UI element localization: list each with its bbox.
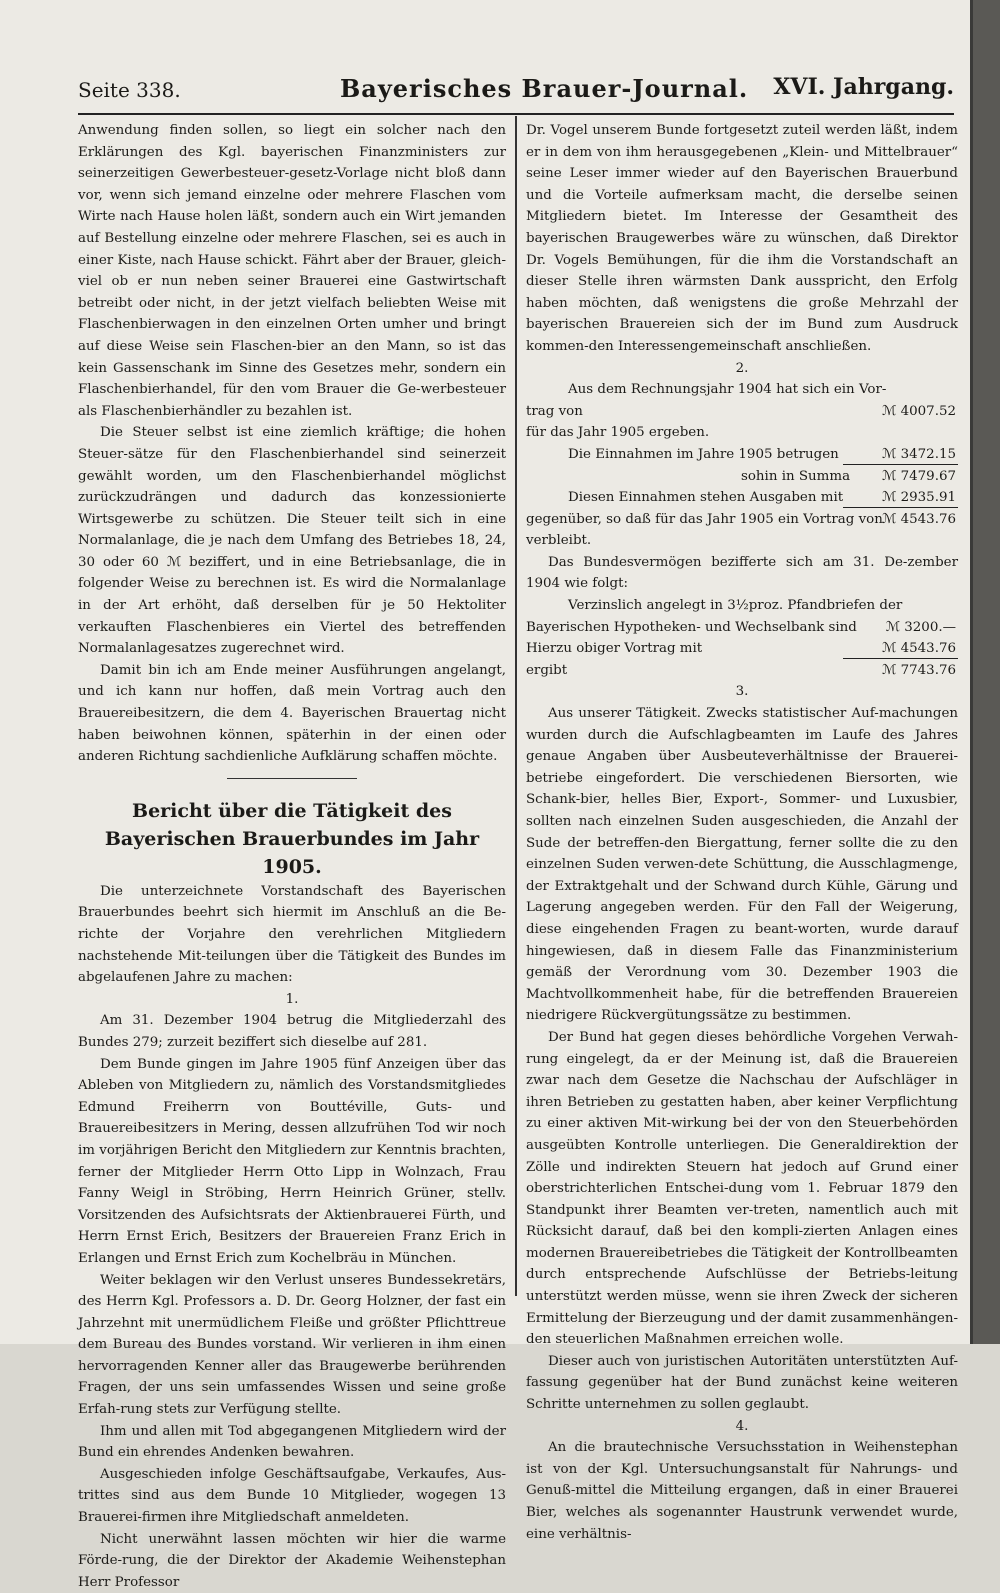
ledger-line [526, 638, 958, 660]
paragraph: Dr. Vogel unserem Bunde fortgesetzt zuteil werden läßt, indem er in dem von ihm herausgegebenen „Klein- und Mittelbrauer“ seine Leser immer wieder auf den Bayerischen Brauerbund und die Vorteile aufmerksam macht, die derselbe seinen Mitgliedern bietet. Im Interesse der Gesamtheit des bayerischen Braugewerbes wäre zu wünschen, daß Direktor Dr. Vogels Bemühungen, für die ihm die Vorstandschaft an dieser Stelle ihren wärmsten Dank ausspricht, den Erfolg haben möchten, daß wenigstens die große Mehrzahl der bayerischen Brauereien sich der im Bund zum Ausdruck kommen-den Interessengemeinschaft anschließen. [526, 123, 958, 354]
section-number: 1. [285, 991, 299, 1007]
paragraph: Dieser auch von juristischen Autoritäten unterstützten Auf-fassung gegenüber hat der Bund zunächst keine weiteren Schritte unternehmen zu sollen geglaubt. [526, 1353, 958, 1413]
ledger-amount: ℳ 3200.— [885, 619, 956, 635]
journal-title: Bayerisches Brauer-Journal. [340, 74, 749, 103]
report-intro: Die unterzeichnete Vorstandschaft des Bayerischen Brauerbundes beehrt sich hiermit im Anschluß an die Be-richte der Vorjahre den verehrlichen Mitgliedern nachstehende Mit-teilungen über die Tätigkeit des Bundes im abgelaufenen Jahre zu machen: [78, 883, 506, 986]
paragraph: Dem Bunde gingen im Jahre 1905 fünf Anzeigen über das Ableben von Mitgliedern zu, nämlich des Vorstandsmitgliedes Edmund Freiherrn von Bouttéville, Guts- und Brauereibesitzers in Mering, dessen allzufrühen Tod wir noch im vorjährigen Bericht den Mitgliedern zur Kenntnis brachten, ferner der Mitglieder Herrn Otto Lipp in Wolnzach, Frau Fanny Weigl in Ströbing, Herrn Heinrich Grüner, stellv. Vorsitzenden des Aufsichtsrats der Aktienbrauerei Fürth, und Herrn Ernst Erich, Besitzers der Brauereien Franz Erich in Erlangen und Ernst Erich zum Kochelbräu in München. [78, 1056, 506, 1266]
report-title: Bericht über die Tätigkeit des Bayerischen Brauerbundes im Jahr 1905. [104, 799, 480, 878]
ledger-line [526, 422, 958, 444]
ledger-label: Aus dem Rechnungsjahr 1904 hat sich ein Vor- [568, 382, 887, 398]
ledger-line [526, 660, 958, 682]
ledger-amount: ℳ 7479.67 [882, 468, 956, 484]
ledger-label: Hierzu obiger Vortrag mit [526, 641, 703, 657]
paragraph: Die Steuer selbst ist eine ziemlich kräftige; die hohen Steuer-sätze für den Flaschenbierhandel sind seinerzeit gewählt worden, um den Flaschenbierhandel möglichst zurückzudrängen und dadurch das konzessionierte Wirtsgewerbe zu schützen. Die Steuer teilt sich in eine Normalanlage, die je nach dem Umfang des Betriebes 18, 24, 30 oder 60 ℳ beziffert, und in eine Betriebsanlage, die in folgender Weise zu berechnen ist. Es wird die Normalanlage in der Art erhöht, daß derselben für je 50 Hektoliter verkauften Flaschenbieres ein Viertel des betreffenden Normalanlagesatzes zugerechnet wird. [78, 425, 506, 657]
paragraph: Am 31. Dezember 1904 betrug die Mitgliederzahl des Bundes 279; zurzeit beziffert sich dieselbe auf 281. [78, 1013, 506, 1050]
ledger-amount: ℳ 4543.76 [882, 641, 956, 657]
ledger-line [526, 487, 958, 509]
ledger-line [526, 379, 958, 401]
paragraph: Aus unserer Tätigkeit. Zwecks statistischer Auf-machungen wurden durch die Aufschlagbeamten im Laufe des Jahres genaue Angaben über Ausbeuteverhältnisse der Brauerei-betriebe eingefordert. Die verschiedenen Biersorten, wie Schank-bier, helles Bier, Export-, Sommer- und Luxusbier, sollten nach einzelnen Suden ausgeschieden, die Anzahl der Sude der betreffen-den Biergattung, ferner sollte die zu den einzelnen Suden verwen-dete Schüttung, die Ausschlagmenge, der Extraktgehalt und der Schwand durch Kühle, Gärung und Lagerung angegeben werden. Für den Fall der Weigerung, diese eingehenden Fragen zu beant-worten, wurde darauf hingewiesen, daß in diesem Falle das Finanzministerium gemäß der Verordnung vom 30. Dezember 1903 die Machtvollkommenheit habe, für die betreffenden Brauereien niedrigere Rückvergütungssätze zu bestimmen. [526, 706, 958, 1024]
ledger-label: trag von [526, 403, 583, 419]
paragraph: Das Bundesvermögen bezifferte sich am 31. De-zember 1904 wie folgt: [526, 554, 958, 592]
paragraph: Ihm und allen mit Tod abgegangenen Mitgliedern wird der Bund ein ehrendes Andenken bewahren. [78, 1423, 506, 1461]
left-column [78, 120, 506, 1593]
ledger-label: sohin in Summa [741, 468, 851, 484]
ledger-amount: ℳ 4007.52 [882, 403, 956, 419]
ledger-amount: ℳ 2935.91 [882, 490, 956, 506]
section-number: 4. [735, 1418, 749, 1434]
ledger-line [526, 595, 958, 617]
paragraph: An die brautechnische Versuchsstation in Weihenstephan ist von der Kgl. Untersuchungsanstalt für Nahrungs- und Genuß-mittel die Mitteilung ergangen, daß in einer Brauerei Bier, welches als sogenannter Haustrunk verwendet wurde, eine verhältnis- [526, 1440, 958, 1542]
volume-label: XVI. Jahrgang. [773, 74, 954, 100]
paragraph: Damit bin ich am Ende meiner Ausführungen angelangt, und ich kann nur hoffen, daß mein Vortrag auch den Brauereibesitzern, die dem 4. Bayerischen Brauertag nicht haben beiwohnen können, späterhin in der einen oder anderen Richtung sachdienliche Aufklärung schaffen möchte. [78, 662, 506, 765]
section-number: 3. [735, 684, 749, 700]
ledger-label: Verzinslich angelegt in 3½proz. Pfandbriefen der [568, 598, 903, 614]
paragraph: Weiter beklagen wir den Verlust unseres Bundessekretärs, des Herrn Kgl. Professors a. D. Dr. Georg Holzner, der fast ein Jahrzehnt mit unermüdlichem Fleiße und größter Pflichttreue dem Bureau des Bundes vorstand. Wir verlieren in ihm einen hervorragenden Kenner aller das Braugewerbe berührenden Fragen, der uns sein umfassendes Wissen und seine große Erfah-rung stets zur Verfügung stellte. [78, 1272, 506, 1418]
paragraph: Anwendung finden sollen, so liegt ein solcher nach den Erklärungen des Kgl. bayerischen Finanzministers zur seinerzeitigen Gewerbesteuer-gesetz-Vorlage nicht bloß dann vor, wenn sich jemand einzelne oder mehrere Flaschen vom Wirte nach Hause holen läßt, sondern auch ein Wirt jemanden auf Bestellung einzelne oder mehrere Flaschen, sei es auch in einer Kiste, nach Hause schickt. Fährt aber der Brauer, gleich-viel ob er nun neben seiner Brauerei eine Gastwirtschaft betreibt oder nicht, in der jetzt vielfach beliebten Weise mit Flaschenbierwagen in den einzelnen Orten umher und bringt auf diese Weise sein Flaschen-bier an den Mann, so ist das kein Gassenschank im Sinne des Gesetzes mehr, sondern ein Flaschenbierhandel, für den vom Brauer die Ge-werbesteuer als Flaschenbierhändler zu bezahlen ist. [78, 123, 506, 419]
ledger-label: Bayerischen Hypotheken- und Wechselbank sind [526, 619, 857, 635]
scan-edge [973, 0, 1000, 1344]
section-end-rule [227, 778, 357, 779]
ledger-label: Die Einnahmen im Jahre 1905 betrugen [568, 446, 839, 462]
ledger-line [526, 466, 958, 488]
ledger-line [526, 509, 958, 531]
ledger-amount: ℳ 4543.76 [882, 511, 956, 527]
ledger-label: Diesen Einnahmen stehen Ausgaben mit [568, 490, 844, 506]
ledger-line [526, 401, 958, 423]
paragraph: Ausgeschieden infolge Geschäftsaufgabe, Verkaufes, Aus-trittes sind aus dem Bunde 10 Mitglieder, wogegen 13 Brauerei-firmen ihre Mitgliedschaft anmeldeten. [78, 1466, 506, 1526]
section-number: 2. [735, 360, 749, 376]
ledger-label: ergibt [526, 662, 568, 678]
page-number: Seite 338. [78, 78, 181, 102]
page-header [78, 70, 954, 104]
paragraph: Der Bund hat gegen dieses behördliche Vorgehen Verwah-rung eingelegt, da er der Meinung ist, daß die Brauereien zwar nach dem Gesetze die Nachschau der Aufschläger in ihren Betrieben zu gestatten haben, aber keiner Verpflichtung zu einer aktiven Mit-wirkung bei der von den Steuerbehörden ausgeübten Kontrolle unterliegen. Die Generaldirektion der Zölle und indirekten Steuern hat jedoch auf Grund einer oberstrichterlichen Entschei-dung vom 1. Februar 1879 den Standpunkt ihrer Beamten ver-treten, namentlich auch mit Rücksicht darauf, daß bei den kompli-zierten Anlagen eines modernen Brauereibetriebes die Tätigkeit der Kontrollbeamten durch entsprechende Aufschlüsse der Betriebs-leitung unterstützt werden müsse, wenn sie ihren Zweck der sicheren Ermittelung der Bierzeugung und der damit zusammenhängen-den steuerlichen Maßnahmen erreichen wolle. [526, 1029, 958, 1348]
ledger-amount: ℳ 7743.76 [882, 662, 956, 678]
paragraph: Nicht unerwähnt lassen möchten wir hier die warme Förde-rung, die der Direktor der Akademie Weihenstephan Herr Professor [78, 1531, 506, 1590]
ledger-line [526, 530, 958, 552]
ledger-amount: ℳ 3472.15 [882, 446, 956, 462]
ledger-label: gegenüber, so daß für das Jahr 1905 ein Vortrag von [526, 511, 883, 527]
right-column [526, 120, 958, 1545]
ledger-label: für das Jahr 1905 ergeben. [526, 425, 710, 441]
ledger-line [526, 617, 958, 639]
header-rule [78, 113, 954, 115]
column-divider [515, 116, 517, 1296]
ledger-line [526, 444, 958, 466]
ledger-label: verbleibt. [526, 533, 592, 549]
